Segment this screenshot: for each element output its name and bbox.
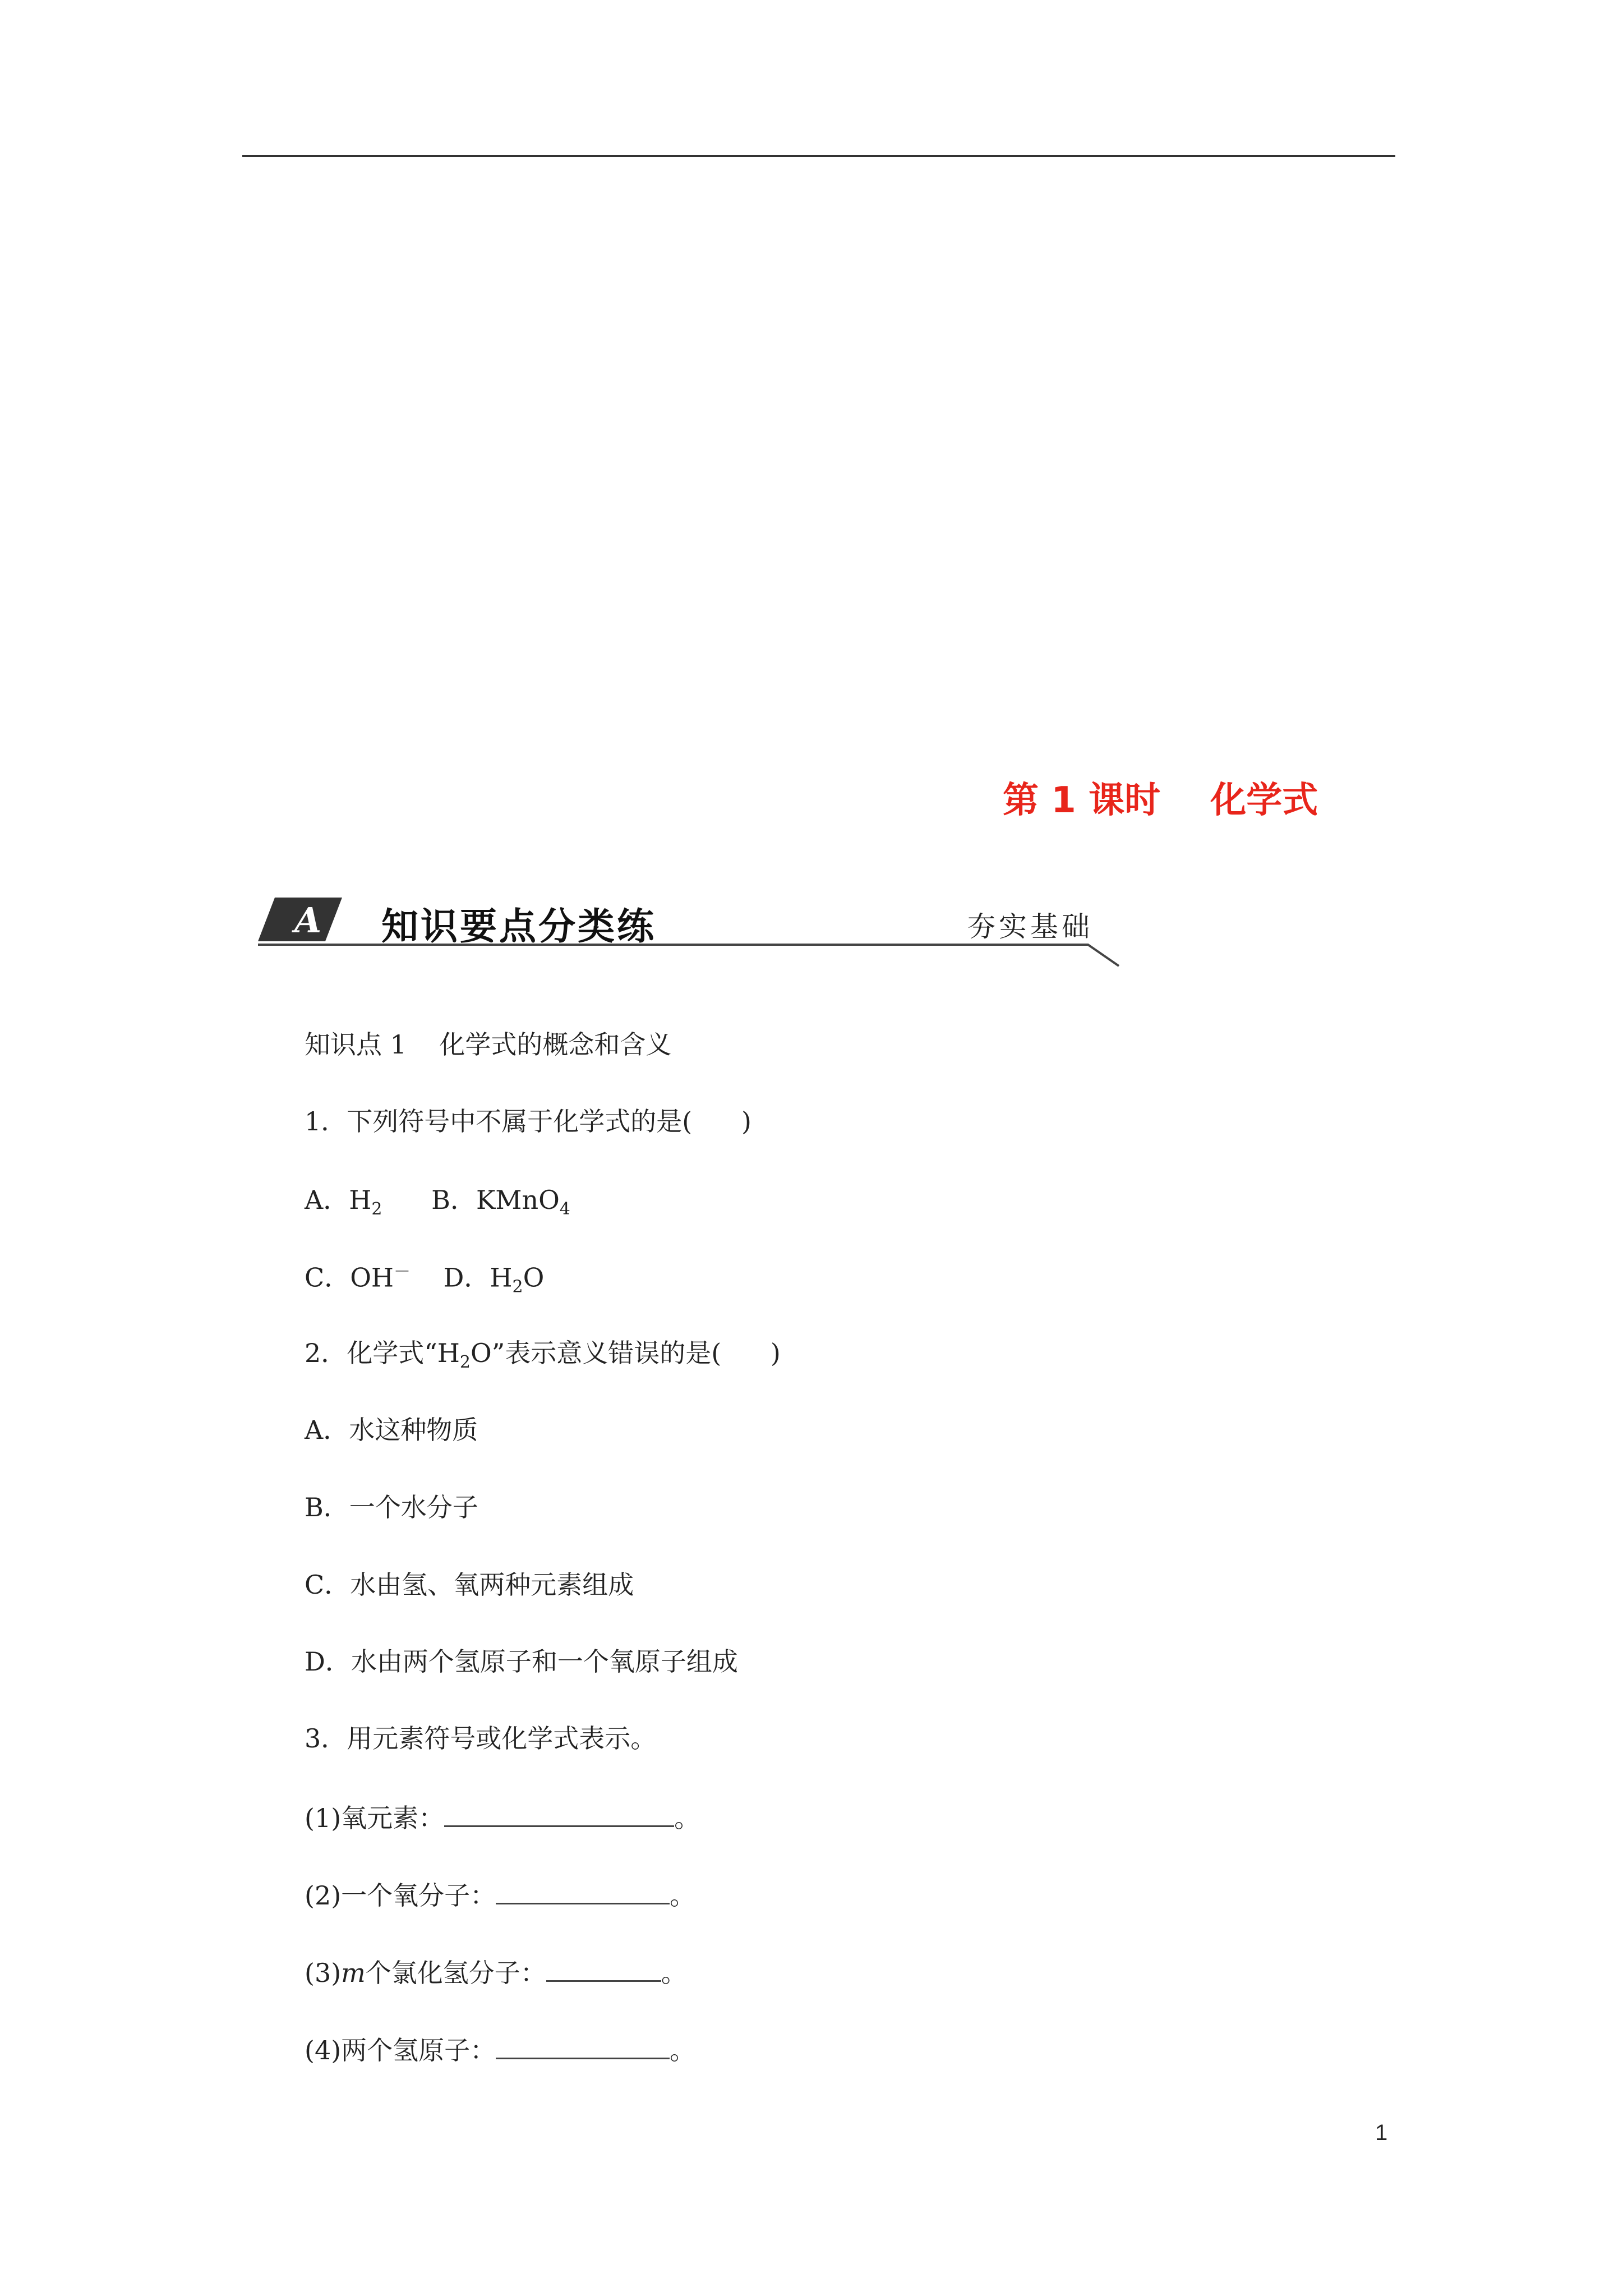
q3-stem: 3．用元素符号或化学式表示。 (305, 1723, 657, 1754)
q1-option-b: B．KMnO (431, 1185, 560, 1215)
q1-option-c: C．OH (305, 1262, 394, 1293)
q1-options-cd: C．OH－ D．$H_2O$ (305, 1262, 545, 1297)
lesson-title: 第 1 课时 化学式 (1003, 780, 1318, 821)
header-rule (242, 155, 1395, 157)
q1-options-ab: A．$H_2$ B．KMnO$_4$ (305, 1185, 570, 1220)
answer-blank[interactable] (444, 1801, 674, 1827)
q1-option-d: D．H (443, 1262, 513, 1293)
section-banner-sub: 夯实基础 (967, 910, 1093, 943)
answer-blank[interactable] (496, 1878, 670, 1904)
knowledge-point-heading: 知识点 1 化学式的概念和含义 (305, 1029, 672, 1060)
q3-item-2: (2)一个氧分子： 。 (305, 1878, 695, 1911)
answer-blank[interactable] (546, 1955, 661, 1982)
q1-stem: 1．下列符号中不属于化学式的是( ) (305, 1106, 751, 1137)
q2-stem: 2．化学式“$H_2O$”表示意义错误的是( ) (305, 1338, 781, 1373)
q2-option-b: B．一个水分子 (305, 1492, 478, 1522)
q3-item-3: (3)m个氯化氢分子： 。 (305, 1955, 687, 1989)
q3-item-1: (1)氧元素： 。 (305, 1801, 700, 1834)
q2-option-c: C．水由氢、氧两种元素组成 (305, 1570, 634, 1600)
banner-badge-letter: A (294, 900, 322, 941)
section-banner-label: 知识要点分类练 (381, 905, 656, 948)
q3-item-4: (4)两个氢原子： 。 (305, 2033, 695, 2066)
q2-option-a: A．水这种物质 (305, 1415, 478, 1445)
q1-option-a: A．H (305, 1185, 372, 1215)
answer-blank[interactable] (496, 2033, 670, 2059)
page-number: 1 (1375, 2120, 1388, 2145)
q2-option-d: D．水由两个氢原子和一个氧原子组成 (305, 1646, 738, 1677)
